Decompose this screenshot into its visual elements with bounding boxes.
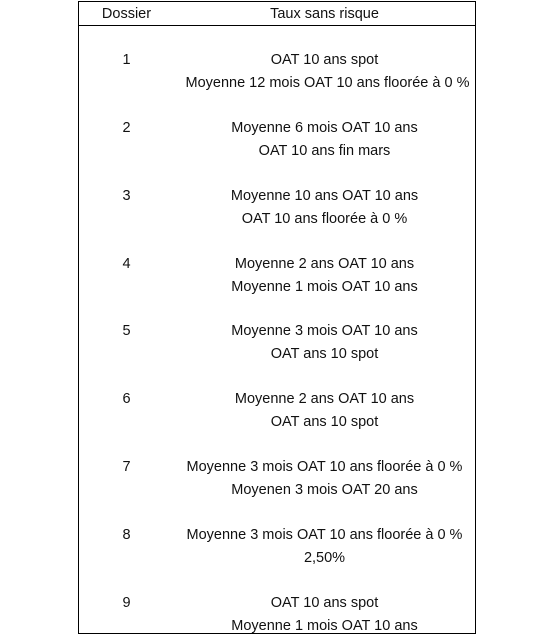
rate-line: OAT ans 10 spot	[270, 413, 379, 430]
rate-cell	[172, 388, 477, 433]
rate-line: Moyenne 1 mois OAT 10 ans	[231, 278, 418, 295]
rate-line: OAT 10 ans spot	[270, 52, 379, 68]
dossier-number: 8	[122, 527, 131, 543]
rate-line: Moyenne 2 ans OAT 10 ans	[234, 256, 415, 272]
rate-cell	[172, 185, 477, 230]
rate-line: Moyenen 3 mois OAT 20 ans	[231, 481, 418, 498]
rate-line: Moyenne 3 mois OAT 10 ans floorée à 0 %	[186, 459, 463, 475]
rate-cell	[172, 524, 477, 569]
rate-line: OAT 10 ans floorée à 0 %	[241, 210, 408, 227]
risk-free-rate-table	[78, 1, 476, 634]
table-row	[79, 49, 475, 95]
table-row	[79, 117, 475, 163]
rate-cell	[172, 320, 477, 365]
rate-line: Moyenne 3 mois OAT 10 ans	[231, 323, 418, 339]
rate-line: OAT 10 ans spot	[270, 595, 379, 611]
rate-line: OAT ans 10 spot	[270, 345, 379, 362]
rate-line: Moyenne 6 mois OAT 10 ans	[231, 120, 418, 136]
taux-sans-risque-header: Taux sans risque	[270, 6, 379, 22]
rate-line: 2,50%	[303, 549, 346, 566]
table-row	[79, 388, 475, 434]
dossier-number: 2	[122, 120, 131, 136]
rate-line: Moyenne 2 ans OAT 10 ans	[234, 391, 415, 407]
rate-cell	[172, 117, 477, 162]
rate-line: Moyenne 1 mois OAT 10 ans	[231, 617, 418, 634]
table-row	[79, 185, 475, 231]
rate-line: OAT 10 ans fin mars	[258, 142, 391, 159]
table-row	[79, 456, 475, 502]
table-row	[79, 320, 475, 366]
dossier-number: 1	[122, 52, 131, 68]
table-row	[79, 524, 475, 570]
dossier-header: Dossier	[101, 6, 152, 22]
rate-line: Moyenne 3 mois OAT 10 ans floorée à 0 %	[186, 527, 463, 543]
dossier-number: 4	[122, 256, 131, 272]
rate-cell	[172, 592, 477, 637]
rate-line: Moyenne 10 ans OAT 10 ans	[230, 188, 419, 204]
dossier-number: 6	[122, 391, 131, 407]
dossier-number: 5	[122, 323, 131, 339]
rate-cell	[172, 253, 477, 298]
rate-line: Moyenne 12 mois OAT 10 ans floorée à 0 %	[185, 74, 470, 91]
table-row	[79, 253, 475, 299]
rate-cell	[172, 456, 477, 501]
rate-cell	[172, 49, 477, 94]
dossier-number: 9	[122, 595, 131, 611]
dossier-number: 3	[122, 188, 131, 204]
table-row	[79, 592, 475, 638]
dossier-number: 7	[122, 459, 131, 475]
table-header	[79, 2, 475, 26]
